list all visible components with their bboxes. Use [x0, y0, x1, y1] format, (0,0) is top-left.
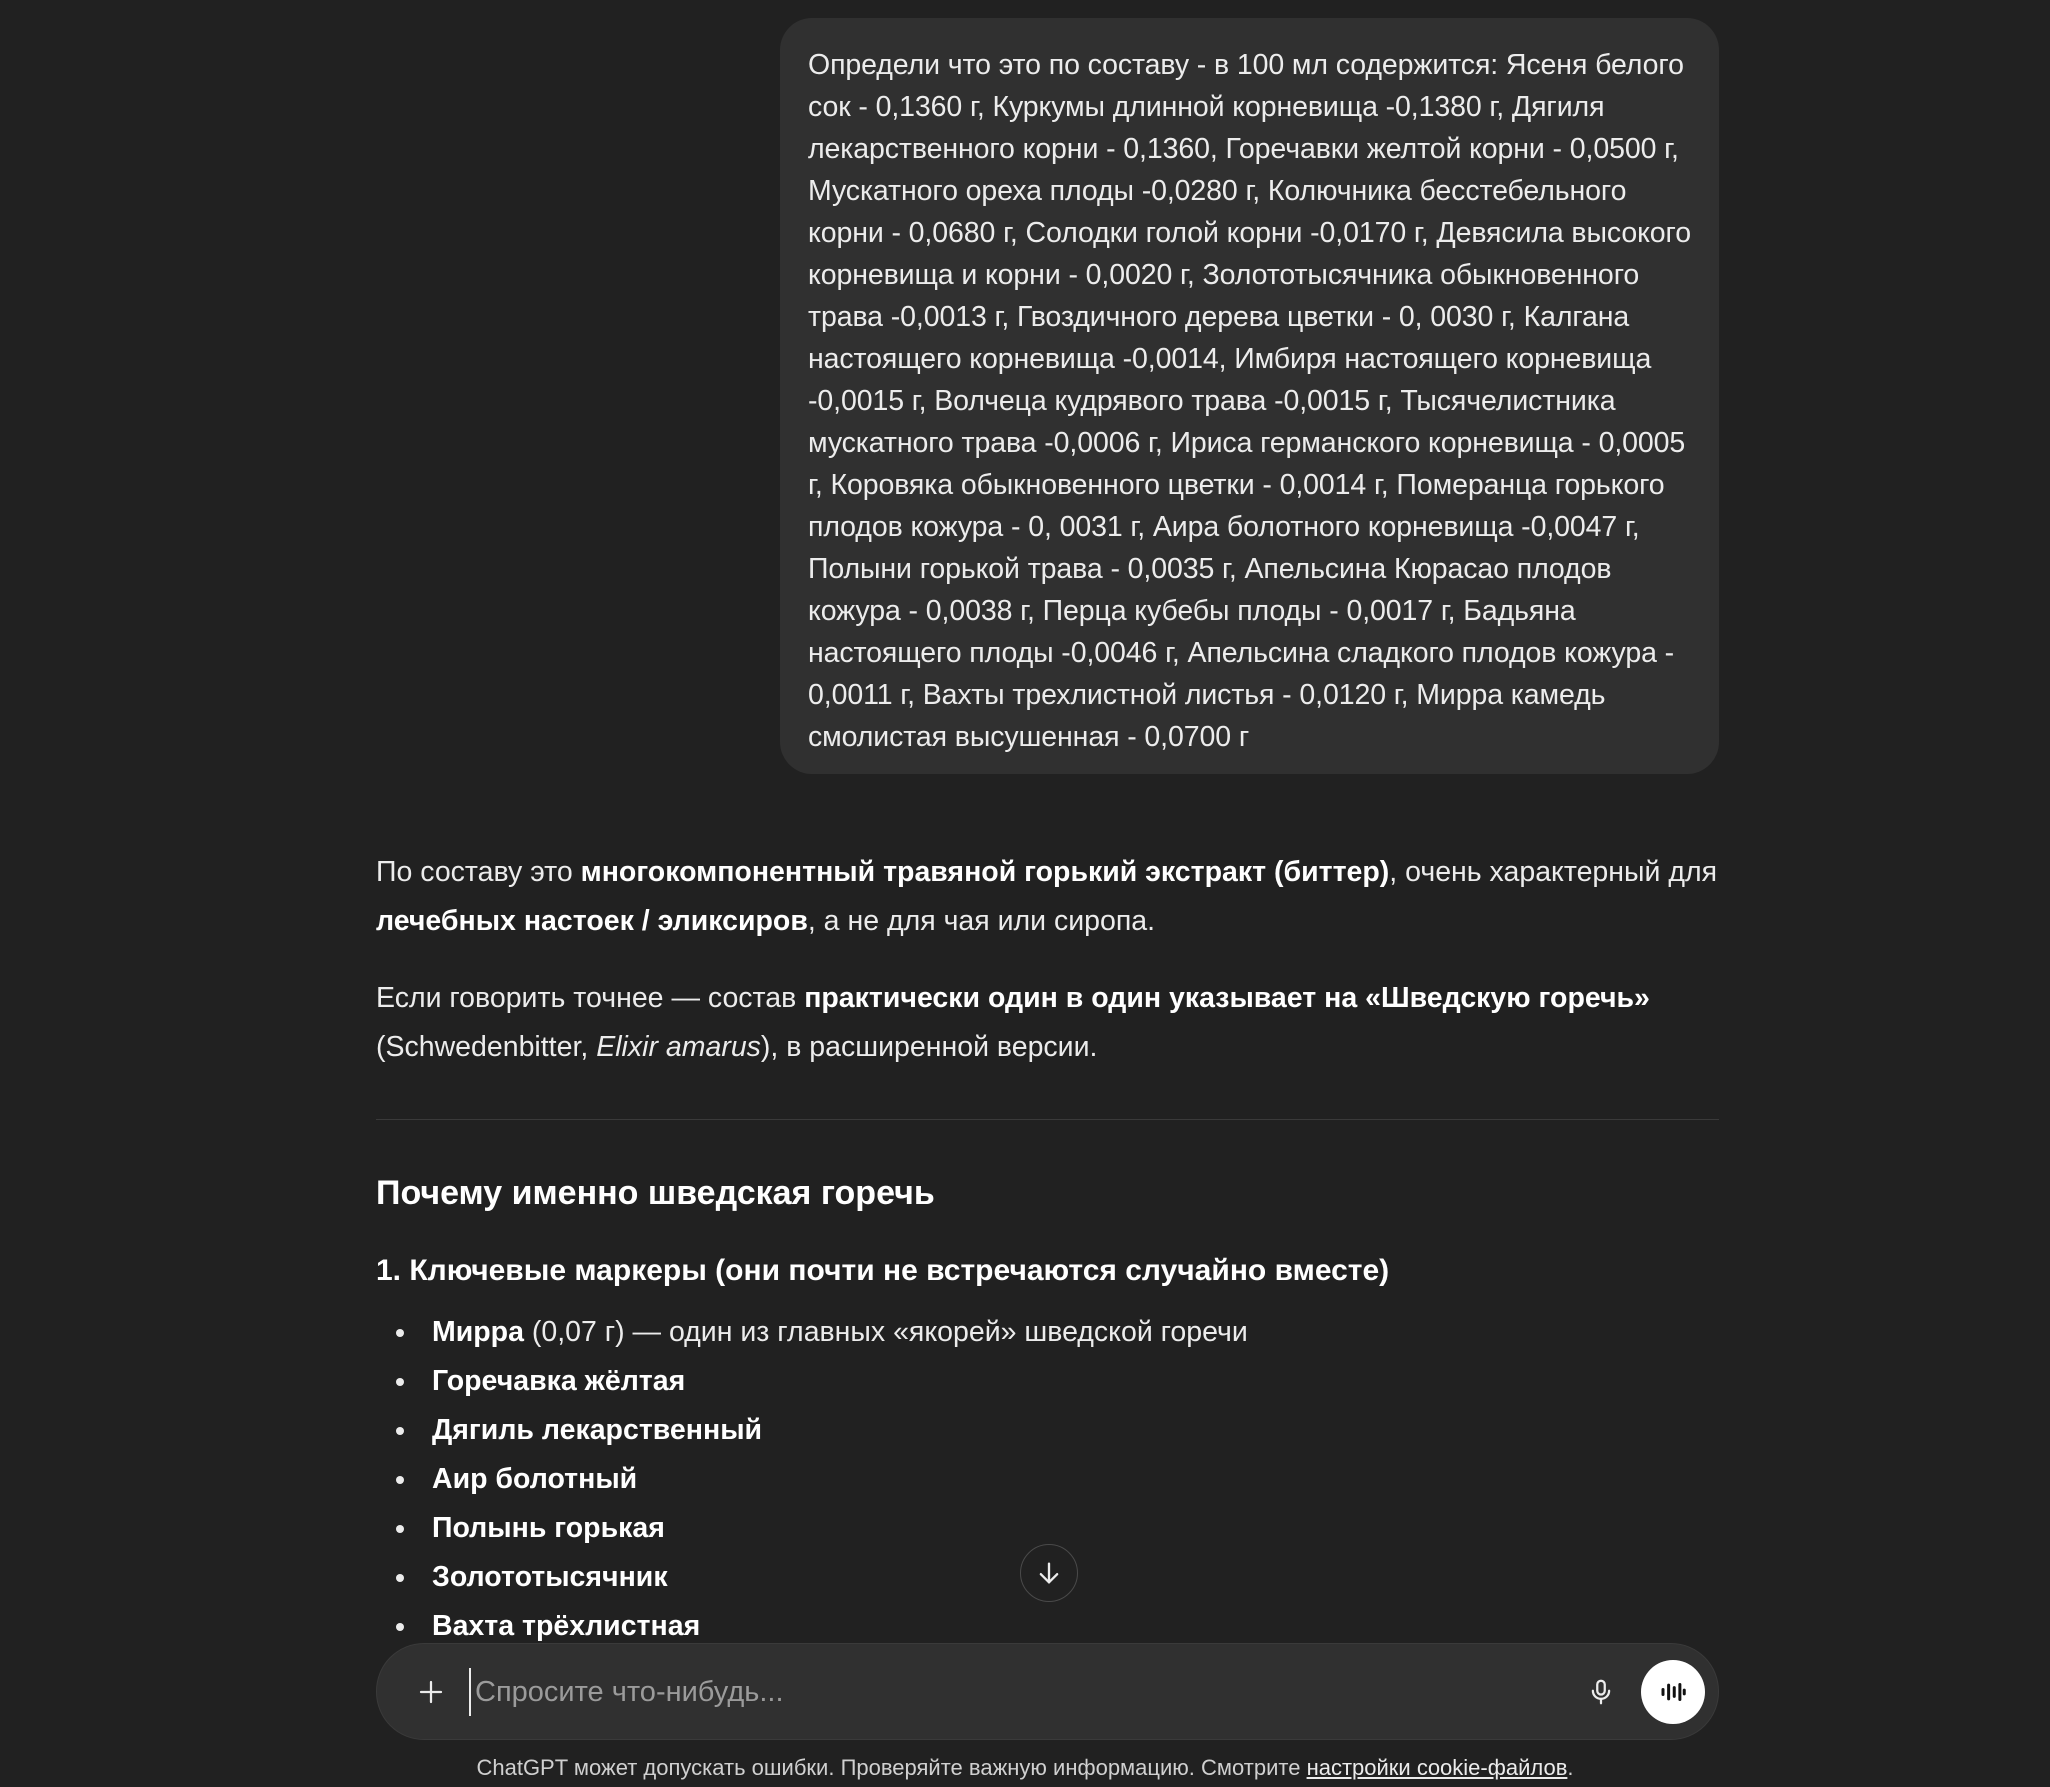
- subsection-heading: 1. Ключевые маркеры (они почти не встречаются случайно вместе): [376, 1254, 1390, 1287]
- paragraph-line: [376, 897, 1717, 946]
- text: По составу это: [376, 856, 581, 888]
- user-message-line: лекарственного корни - 0,1360, Горечавки желтой корни - 0,0500 г,: [808, 133, 1679, 165]
- plus-icon: [416, 1677, 446, 1707]
- text: Если говорить точнее — состав: [376, 982, 805, 1014]
- list-item: [376, 1406, 1248, 1455]
- list-item-term: Аир болотный: [432, 1463, 638, 1495]
- user-message-line: Мускатного ореха плоды -0,0280 г, Колючника бесстебельного: [808, 175, 1627, 207]
- user-message-line: трава -0,0013 г, Гвоздичного дерева цветки - 0, 0030 г, Калгана: [808, 301, 1630, 333]
- list-item-term: Вахта трёхлистная: [432, 1610, 701, 1642]
- user-message-line: сок - 0,1360 г, Куркумы длинной корневища -0,1380 г, Дягиля: [808, 91, 1605, 123]
- user-message-line: настоящего корневища -0,0014, Имбиря настоящего корневища: [808, 343, 1652, 375]
- bold-text: лечебных настоек / эликсиров: [376, 905, 808, 937]
- list-item-term: Золототысячник: [432, 1561, 668, 1593]
- cookie-settings-link[interactable]: настройки cookie-файлов: [1306, 1755, 1568, 1780]
- list-item-term: Мирра: [432, 1316, 524, 1348]
- user-message-line: г, Коровяка обыкновенного цветки - 0,0014 г, Померанца горького: [808, 469, 1665, 501]
- user-message-line: смолистая высушенная - 0,0700 г: [808, 721, 1250, 753]
- user-message-line: плодов кожура - 0, 0031 г, Аира болотного корневища -0,0047 г,: [808, 511, 1640, 543]
- user-message-line: Полыни горькой трава - 0,0035 г, Апельсина Кюрасао плодов: [808, 553, 1612, 585]
- user-message-line: кожура - 0,0038 г, Перца кубебы плоды - 0,0017 г, Бадьяна: [808, 595, 1576, 627]
- disclaimer-footer: [0, 1755, 2050, 1781]
- prompt-input[interactable]: [469, 1668, 1369, 1716]
- voice-waveform-icon: [1658, 1677, 1688, 1707]
- list-item: [376, 1455, 1248, 1504]
- user-message-line: настоящего плоды -0,0046 г, Апельсина сладкого плодов кожура -: [808, 637, 1675, 669]
- paragraph-line: [376, 848, 1717, 897]
- list-item-detail: (0,07 г) — один из главных «якорей» шведской горечи: [523, 1316, 1248, 1348]
- disclaimer-end: .: [1567, 1755, 1574, 1780]
- list-item-term: Горечавка жёлтая: [432, 1365, 686, 1397]
- user-message-line: корневища и корни - 0,0020 г, Золототысячника обыкновенного: [808, 259, 1640, 291]
- user-message-line: 0,0011 г, Вахты трехлистной листья - 0,0120 г, Мирра камедь: [808, 679, 1606, 711]
- response-paragraph-2: [376, 974, 1650, 1072]
- list-item: [376, 1553, 1248, 1602]
- list-item: [376, 1504, 1248, 1553]
- voice-mode-button[interactable]: [1641, 1660, 1705, 1724]
- text: (Schwedenbitter,: [376, 1031, 597, 1063]
- section-divider: [376, 1119, 1719, 1120]
- add-attachment-button[interactable]: [407, 1668, 455, 1716]
- text: , а не для чая или сиропа.: [807, 905, 1156, 937]
- user-message-line: мускатного трава -0,0006 г, Ириса германского корневища - 0,0005: [808, 427, 1686, 459]
- paragraph-line: [376, 1023, 1650, 1072]
- bold-text: многокомпонентный травяной горький экстракт (биттер): [580, 856, 1390, 888]
- paragraph-line: [376, 974, 1650, 1023]
- text: ), в расширенной версии.: [760, 1031, 1098, 1063]
- response-paragraph-1: [376, 848, 1717, 946]
- scroll-to-bottom-button[interactable]: [1020, 1544, 1078, 1602]
- list-item: [376, 1308, 1248, 1357]
- section-heading: Почему именно шведская горечь: [376, 1174, 935, 1212]
- disclaimer-text: ChatGPT может допускать ошибки. Проверяйте важную информацию. Смотрите: [476, 1755, 1307, 1780]
- user-message-line: корни - 0,0680 г, Солодки голой корни -0,0170 г, Девясила высокого: [808, 217, 1691, 249]
- microphone-icon: [1586, 1677, 1616, 1707]
- user-message-line: -0,0015 г, Волчеца кудрявого трава -0,0015 г, Тысячелистника: [808, 385, 1616, 417]
- bullet-list: [376, 1308, 1248, 1651]
- dictate-button[interactable]: [1577, 1668, 1625, 1716]
- user-message-line: Определи что это по составу - в 100 мл содержится: Ясеня белого: [808, 49, 1684, 81]
- text: , очень характерный для: [1389, 856, 1718, 888]
- composer: [376, 1643, 1719, 1740]
- list-item-term: Дягиль лекарственный: [432, 1414, 763, 1446]
- arrow-down-icon: [1035, 1559, 1063, 1587]
- italic-text: Elixir amarus: [596, 1031, 761, 1063]
- list-item: [376, 1357, 1248, 1406]
- list-item-term: Полынь горькая: [432, 1512, 665, 1544]
- bold-text: практически один в один указывает на «Шведскую горечь»: [804, 982, 1650, 1014]
- user-message-bubble: [780, 18, 1719, 774]
